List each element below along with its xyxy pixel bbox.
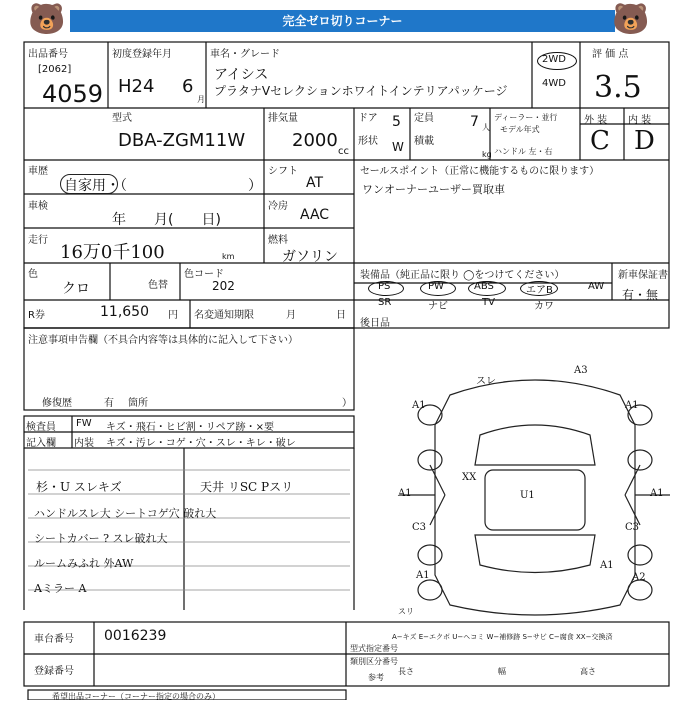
registration-month-unit: 月 bbox=[197, 95, 205, 104]
drive-2wd: 2WD bbox=[542, 54, 566, 65]
dims-length: 長さ bbox=[398, 667, 414, 676]
capacity-unit: 人 bbox=[482, 123, 490, 132]
capacity-label: 定員 bbox=[414, 113, 434, 124]
aircon-label: 冷房 bbox=[268, 201, 288, 212]
color-code: 202 bbox=[212, 279, 235, 293]
equipment-airbag: エアB bbox=[526, 285, 553, 296]
evaluation-label: 評 価 点 bbox=[592, 49, 629, 60]
equipment-ps: PS bbox=[378, 281, 391, 292]
bear-icon: 🐻 bbox=[28, 2, 66, 37]
fuel-label: 燃料 bbox=[268, 235, 288, 246]
mileage-unit: km bbox=[222, 252, 235, 261]
diagram-mark: XX bbox=[462, 472, 477, 483]
inspector-row1-label: 検査員 bbox=[26, 422, 56, 433]
color-code-label: 色コード bbox=[184, 269, 224, 280]
vehicle-number: 0016239 bbox=[104, 628, 167, 644]
dims-ref: 参考 bbox=[368, 673, 384, 682]
vehicle-number-label: 車台番号 bbox=[34, 634, 74, 645]
category-value: 自家用・（ bbox=[64, 178, 127, 194]
damage-legend: A−キズ E−エクボ U−ヘコミ W−補修跡 S−サビ C−腐食 XX−交換済 bbox=[392, 633, 613, 641]
repair-close: ） bbox=[342, 398, 352, 409]
mileage-label: 走行 bbox=[28, 235, 48, 246]
displacement-label: 排気量 bbox=[268, 113, 298, 124]
registration-number-label: 登録番号 bbox=[34, 666, 74, 677]
later-label: 後日品 bbox=[360, 318, 390, 329]
equipment-label: 装備品（純正品に限り ◯をつけてください） bbox=[360, 270, 565, 281]
handwritten-note: シートカバー ? スレ破れ大 bbox=[34, 532, 168, 545]
recycle-unit: 円 bbox=[168, 310, 178, 321]
inspector-row2-label: 記入欄 bbox=[26, 438, 56, 449]
diagram-mark: A1 bbox=[416, 570, 430, 581]
color-label: 色 bbox=[28, 269, 38, 280]
equipment-sr: SR bbox=[378, 297, 392, 308]
equipment-abs: ABS bbox=[474, 281, 494, 292]
repair-location: 箇所 bbox=[128, 398, 148, 409]
vehicle-name-label: 車名・グレード bbox=[210, 49, 280, 60]
lot-number: 4059 bbox=[42, 80, 104, 108]
dims-width: 幅 bbox=[498, 667, 506, 676]
notice-label: 名変通知期限 bbox=[194, 310, 254, 321]
selling-points-label: セールスポイント（正常に機能するものに限ります） bbox=[360, 166, 600, 177]
category-close: ） bbox=[248, 178, 262, 194]
doors-value: 5 bbox=[392, 114, 401, 130]
equipment-pw: PW bbox=[428, 281, 444, 292]
dims-label2: 類別区分番号 bbox=[350, 657, 398, 666]
vehicle-name: アイシス bbox=[214, 67, 269, 83]
notes-label: 注意事項申告欄（不具合内容等は具体的に記入して下さい） bbox=[28, 335, 298, 346]
model-value: DBA-ZGM11W bbox=[118, 130, 246, 151]
exterior-label: 外 装 bbox=[584, 115, 608, 126]
diagram-mark: A1 bbox=[398, 488, 412, 499]
displacement-value: 2000 bbox=[292, 130, 338, 151]
equipment-aw: AW bbox=[588, 281, 605, 292]
recycle-value: 11,650 bbox=[100, 304, 149, 320]
footer-label: 希望出品コーナー（コーナー指定の場合のみ） bbox=[52, 692, 220, 701]
color-value: クロ bbox=[62, 281, 90, 297]
banner-title: 完全ゼロ切りコーナー bbox=[70, 10, 615, 32]
diagram-mark: A1 bbox=[625, 400, 639, 411]
capacity-value: 7 bbox=[470, 114, 479, 130]
warranty-label: 新車保証書 bbox=[618, 270, 668, 281]
interior-label: 内 装 bbox=[628, 115, 652, 126]
handle-label: ハンドル 左・右 bbox=[494, 147, 553, 156]
inspector-row1-prefix: FW bbox=[76, 418, 92, 429]
notice-day: 日 bbox=[336, 310, 346, 321]
interior-grade: D bbox=[634, 126, 655, 156]
diagram-mark: C3 bbox=[412, 522, 427, 533]
inspector-row1-items: キズ・飛石・ヒビ割・リペア跡・×要 bbox=[106, 422, 274, 433]
fuel-value: ガソリン bbox=[282, 249, 338, 265]
drive-4wd: 4WD bbox=[542, 78, 566, 89]
inspection-label: 車検 bbox=[28, 201, 48, 212]
load-label: 積載 bbox=[414, 136, 434, 147]
lot-label: 出品番号 bbox=[28, 49, 68, 60]
dealer-label: ディーラー・並行 bbox=[494, 113, 558, 122]
exterior-grade: C bbox=[590, 126, 610, 156]
diagram-mark: A1 bbox=[600, 560, 614, 571]
selling-points-text: ワンオーナーユーザー買取車 bbox=[362, 183, 505, 196]
vehicle-grade: プラタナVセレクションホワイトインテリアパッケージ bbox=[214, 84, 508, 98]
equipment-leather: カワ bbox=[534, 301, 554, 312]
inspector-row2-prefix: 内装 bbox=[74, 438, 94, 449]
diagram-mark: A1 bbox=[650, 488, 664, 499]
diagram-mark: スリ bbox=[398, 607, 414, 616]
handwritten-note: 杉・U スレキズ bbox=[36, 480, 122, 494]
diagram-mark: A1 bbox=[412, 400, 426, 411]
inspection-date: 年 月( 日) bbox=[112, 212, 221, 228]
handwritten-note: 天井 リSC Pスリ bbox=[200, 480, 294, 494]
registration-era: H24 bbox=[118, 76, 155, 97]
doors-label: ドア bbox=[358, 113, 378, 124]
handwritten-note: ルームみふれ 外AW bbox=[34, 557, 134, 570]
equipment-tv: TV bbox=[482, 297, 495, 308]
handwritten-note: Aミラー A bbox=[34, 582, 87, 595]
bear-icon: 🐻 bbox=[612, 2, 650, 37]
repair-value: 有 bbox=[104, 398, 114, 409]
lot-code: [2062] bbox=[38, 64, 72, 75]
model-label: 型式 bbox=[112, 113, 132, 124]
displacement-unit: cc bbox=[338, 146, 349, 157]
recycle-label: R券 bbox=[28, 310, 45, 321]
registration-month: 6 bbox=[182, 76, 194, 97]
shift-value: AT bbox=[306, 175, 324, 191]
color-tone-label: 色替 bbox=[148, 280, 168, 291]
shape-value: W bbox=[392, 140, 404, 154]
load-unit: kg bbox=[482, 150, 492, 159]
evaluation-score: 3.5 bbox=[594, 70, 642, 105]
diagram-mark: U1 bbox=[520, 490, 535, 501]
diagram-mark: スレ bbox=[476, 376, 496, 387]
dims-height: 高さ bbox=[580, 667, 596, 676]
repair-label: 修復歴 bbox=[42, 398, 72, 409]
inspector-row2-items: キズ・汚レ・コゲ・穴・スレ・キレ・破レ bbox=[106, 438, 296, 449]
category-label: 車歴 bbox=[28, 166, 48, 177]
notice-month: 月 bbox=[286, 310, 296, 321]
warranty-value: 有・無 bbox=[622, 288, 659, 302]
equipment-navi: ナビ bbox=[428, 301, 448, 312]
diagram-mark: C3 bbox=[625, 522, 640, 533]
diagram-mark: A2 bbox=[632, 572, 646, 583]
diagram-mark: A3 bbox=[574, 365, 588, 376]
dims-label1: 型式指定番号 bbox=[350, 644, 398, 653]
handwritten-note: ハンドルスレ大 シートコゲ穴 破れ大 bbox=[34, 507, 217, 520]
aircon-value: AAC bbox=[300, 207, 330, 223]
shape-label: 形状 bbox=[358, 136, 378, 147]
model-year-label: モデル年式 bbox=[500, 125, 540, 134]
shift-label: シフト bbox=[268, 166, 298, 177]
registration-label: 初度登録年月 bbox=[112, 49, 172, 60]
mileage-value: 16万0千100 bbox=[60, 242, 165, 263]
